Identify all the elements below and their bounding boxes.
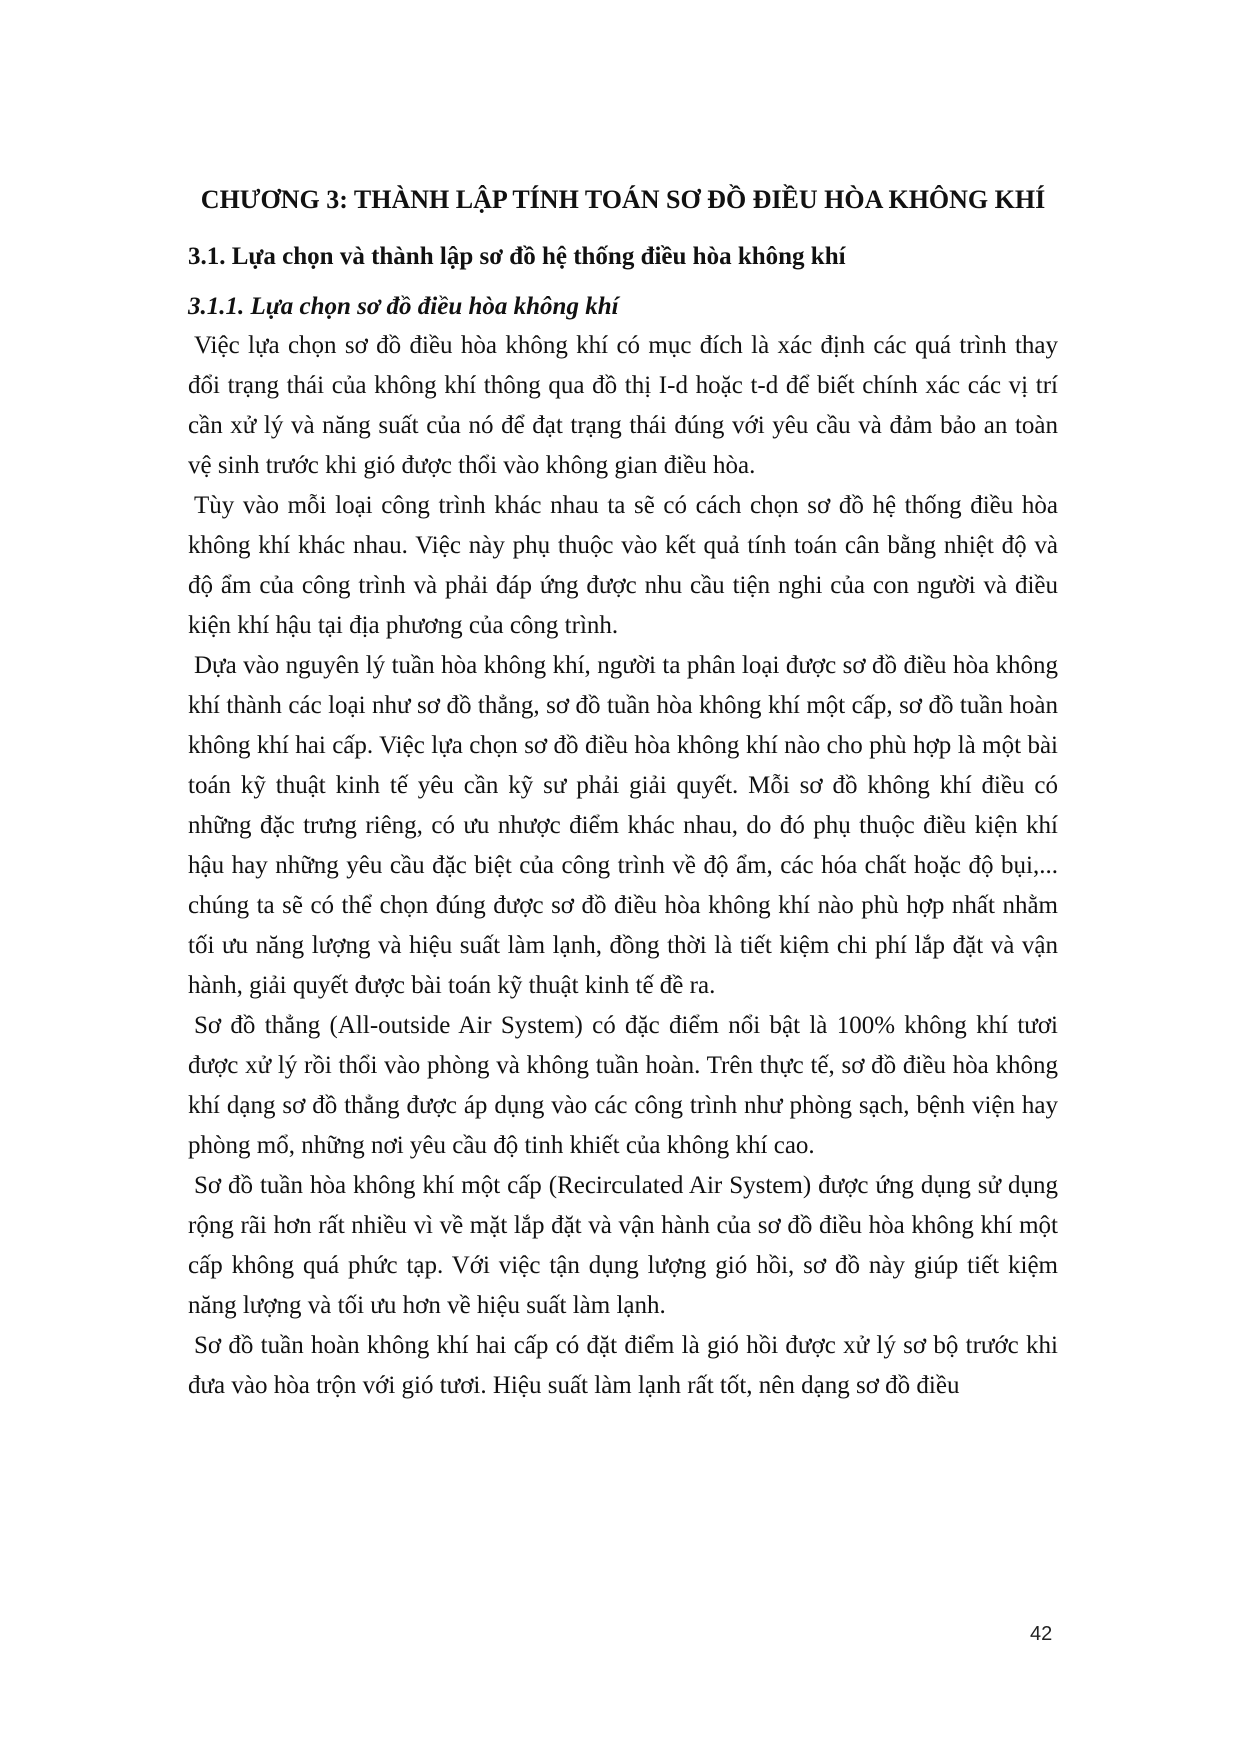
paragraph-classification: Dựa vào nguyên lý tuần hòa không khí, người ta phân loại được sơ đồ điều hòa không khí thành các loại như sơ đồ thẳng, sơ đồ tuần hòa không khí một cấp, sơ đồ tuần hoàn không khí hai cấp. Việc lựa chọn sơ đồ điều hòa không khí nào cho phù hợp là một bài toán kỹ thuật kinh tế yêu cần kỹ sư phải giải quyết. Mỗi sơ đồ không khí điều có những đặc trưng riêng, có ưu nhược điểm khác nhau, do đó phụ thuộc điều kiện khí hậu hay những yêu cầu đặc biệt của công trình về độ ẩm, các hóa chất hoặc độ bụi,... chúng ta sẽ có thể chọn đúng được sơ đồ điều hòa không khí nào phù hợp nhất nhằm tối ưu năng lượng và hiệu suất làm lạnh, đồng thời là tiết kiệm chi phí lắp đặt và vận hành, giải quyết được bài toán kỹ thuật kinh tế đề ra. (188, 652, 1058, 999)
page-number: 42 (1030, 1623, 1053, 1645)
paragraph-selection-by-building: Tùy vào mỗi loại công trình khác nhau ta sẽ có cách chọn sơ đồ hệ thống điều hòa không khí khác nhau. Việc này phụ thuộc vào kết quả tính toán cân bằng nhiệt độ và độ ẩm của công trình và phải đáp ứng được nhu cầu tiện nghi của con người và điều kiện khí hậu tại địa phương của công trình. (188, 492, 1058, 639)
page-content (188, 180, 1058, 1406)
chapter-title: CHƯƠNG 3: THÀNH LẬP TÍNH TOÁN SƠ ĐỒ ĐIỀU HÒA KHÔNG KHÍ (200, 185, 1046, 214)
paragraph-purpose: Việc lựa chọn sơ đồ điều hòa không khí có mục đích là xác định các quá trình thay đổi trạng thái của không khí thông qua đồ thị I-d hoặc t-d để biết chính xác các vị trí cần xử lý và năng suất của nó để đạt trạng thái đúng với yêu cầu và đảm bảo an toàn vệ sinh trước khi gió được thổi vào không gian điều hòa. (188, 332, 1058, 479)
paragraph-recirculated-two-stage: Sơ đồ tuần hoàn không khí hai cấp có đặt điểm là gió hồi được xử lý sơ bộ trước khi đưa vào hòa trộn với gió tươi. Hiệu suất làm lạnh rất tốt, nên dạng sơ đồ điều (188, 1332, 1058, 1399)
subsection-heading: 3.1.1. Lựa chọn sơ đồ điều hòa không khí (188, 293, 619, 320)
section-heading: 3.1. Lựa chọn và thành lập sơ đồ hệ thống điều hòa không khí (188, 243, 846, 270)
paragraph-recirculated-one-stage: Sơ đồ tuần hòa không khí một cấp (Recirculated Air System) được ứng dụng sử dụng rộng rãi hơn rất nhiều vì về mặt lắp đặt và vận hành của sơ đồ điều hòa không khí một cấp không quá phức tạp. Với việc tận dụng lượng gió hồi, sơ đồ này giúp tiết kiệm năng lượng và tối ưu hơn về hiệu suất làm lạnh. (188, 1172, 1058, 1319)
paragraph-all-outside-air: Sơ đồ thẳng (All-outside Air System) có đặc điểm nổi bật là 100% không khí tươi được xử lý rồi thổi vào phòng và không tuần hoàn. Trên thực tế, sơ đồ điều hòa không khí dạng sơ đồ thẳng được áp dụng vào các công trình như phòng sạch, bệnh viện hay phòng mổ, những nơi yêu cầu độ tinh khiết của không khí cao. (188, 1012, 1058, 1159)
